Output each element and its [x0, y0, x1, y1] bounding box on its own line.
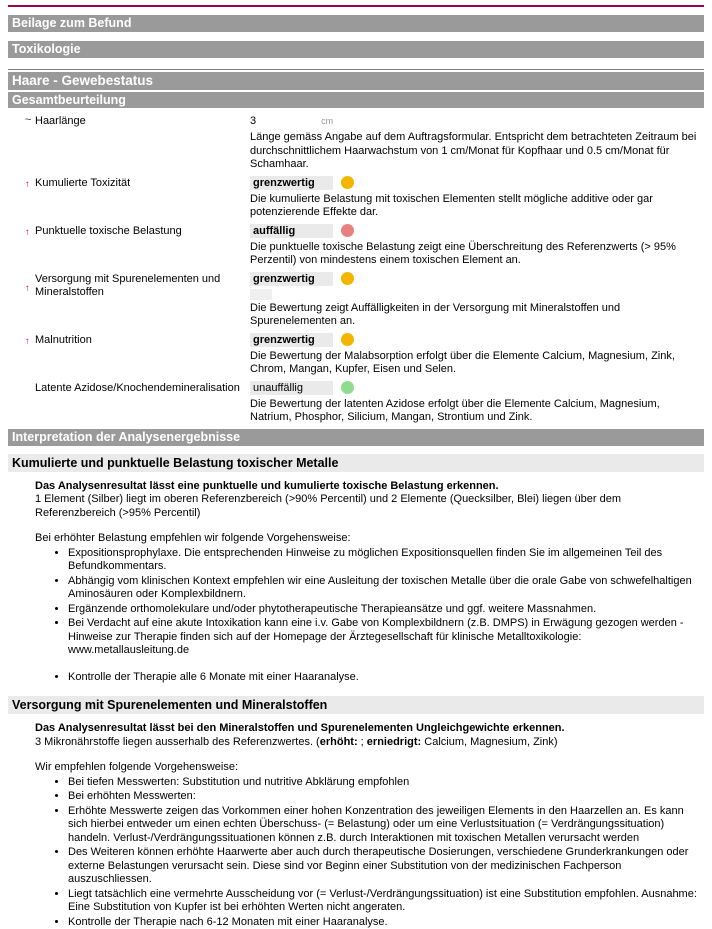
row-value-line — [250, 271, 704, 287]
intro-text-segment: erniedrigt: — [367, 736, 421, 748]
status-indicator-dot — [341, 333, 354, 346]
row-unit: cm — [321, 116, 333, 126]
recommendation-item: • Expositionsprophylaxe. Die entsprechenden Hinweise zu möglichen Expositionsquellen finden Sie im allgemeinen Teil des Befundkommentars. — [68, 547, 702, 574]
section-divider — [8, 69, 704, 70]
recommendation-item: • Bei tiefen Messwerten: Substitution und nutritive Abklärung empfohlen — [68, 776, 702, 790]
row-value: 3 — [250, 115, 256, 127]
row-value-line — [250, 223, 704, 239]
assessment-row — [8, 332, 704, 377]
row-value: unauffällig — [250, 381, 333, 395]
assessment-row — [8, 271, 704, 329]
subsection-body — [8, 722, 704, 929]
tissue-status-title: Haare - Gewebestatus — [12, 73, 153, 88]
overall-assessment-title: Gesamtbeurteilung — [12, 93, 126, 107]
assessment-row — [8, 113, 704, 172]
assessment-table — [8, 113, 704, 425]
row-value-line — [250, 332, 704, 348]
recommendation-item: • Abhängig vom klinischen Kontext empfehlen wir eine Ausleitung der toxischen Metalle über die orale Gabe von schwefelhaltigen Aminosäuren oder Komplexbildnern. — [68, 575, 702, 602]
section-bar-toxikologie — [8, 41, 704, 58]
row-value: grenzwertig — [250, 333, 333, 347]
subsection-intro-line — [35, 736, 702, 750]
interpretation-subsection — [8, 696, 704, 929]
recommendations-list — [35, 776, 702, 929]
subsection-intro-line — [35, 493, 702, 520]
row-value-column — [250, 175, 704, 220]
recommendations-lead: Bei erhöhter Belastung empfehlen wir folgende Vorgehensweise: — [35, 532, 702, 546]
row-value-column — [250, 271, 704, 329]
arrow-up-icon: ↑ — [25, 227, 35, 239]
status-indicator-dot — [341, 224, 354, 237]
row-description: Die Bewertung der latenten Azidose erfolgt über die Elemente Calcium, Magnesium, Natrium, Phosphor, Silicium, Mangan, Strontium und Zink. — [250, 398, 697, 425]
arrow-up-icon: ↑ — [25, 179, 35, 191]
row-value-column — [250, 113, 704, 172]
section-bar-haare-gewebestatus — [8, 72, 704, 90]
row-value-column — [250, 380, 704, 425]
intro-text-segment: 3 Mikronährstoffe liegen ausserhalb des Referenzwertes. ( — [35, 736, 320, 748]
row-label: Kumulierte Toxizität — [35, 175, 250, 220]
status-indicator-dot — [341, 176, 354, 189]
row-value-line — [250, 175, 704, 191]
assessment-row — [8, 175, 704, 220]
report-category: Toxikologie — [12, 42, 81, 56]
row-label: Latente Azidose/Knochendemineralisation — [35, 380, 250, 425]
recommendations-lead: Wir empfehlen folgende Vorgehensweise: — [35, 761, 702, 775]
arrow-up-icon: ↑ — [25, 283, 35, 295]
row-value-line — [250, 113, 704, 129]
row-value-pad — [250, 289, 272, 300]
row-description: Die kumulierte Belastung mit toxischen Elementen stellt mögliche additive oder gar potenzierende Effekte dar. — [250, 193, 697, 220]
row-label: Haarlänge — [35, 113, 250, 172]
recommendations-list — [35, 547, 702, 685]
row-label: Malnutrition — [35, 332, 250, 377]
arrow-up-icon: ↑ — [25, 336, 35, 348]
section-bar-gesamtbeurteilung — [8, 92, 704, 108]
subsection-heading: Kumulierte und punktuelle Belastung toxischer Metalle — [8, 454, 704, 472]
recommendation-item: • Kontrolle der Therapie alle 6 Monate mit einer Haaranalyse. — [68, 671, 702, 685]
recommendation-item: • Ergänzende orthomolekulare und/oder phytotherapeutische Therapieansätze und ggf. weitere Massnahmen. — [68, 603, 702, 617]
row-label: Versorgung mit Spurenelementen und Mineralstoffen — [35, 271, 250, 329]
row-value-column — [250, 332, 704, 377]
tilde-icon: ~ — [25, 114, 35, 126]
recommendation-item: • Kontrolle der Therapie nach 6-12 Monaten mit einer Haaranalyse. — [68, 916, 702, 929]
row-description: Länge gemäss Angabe auf dem Auftragsformular. Entspricht dem betrachteten Zeitraum bei durchschnittlichem Haarwachstum von 1 cm/Monat für Kopfhaar und 0.5 cm/Monat für Schamhaar. — [250, 131, 697, 172]
interpretation-title: Interpretation der Analysenergebnisse — [12, 430, 240, 444]
recommendation-item: • Des Weiteren können erhöhte Haarwerte aber auch durch therapeutische Dosierungen, verschiedene Grunderkrankungen oder externe Belastungen verursacht sein. Diese sind vor Beginn einer Substitution von der medizinischen Fachperson auszuschliessen. — [68, 846, 702, 887]
report-title: Beilage zum Befund — [12, 16, 131, 30]
row-value: grenzwertig — [250, 176, 333, 190]
subsection-body — [8, 480, 704, 685]
subsection-heading: Versorgung mit Spurenelementen und Mineralstoffen — [8, 696, 704, 714]
intro-text-segment: ; — [358, 736, 367, 748]
intro-text-segment: Calcium, Magnesium, Zink) — [421, 736, 557, 748]
recommendation-item: • Bei erhöhten Messwerten: — [68, 790, 702, 804]
intro-text-segment: 1 Element (Silber) liegt im oberen Referenzbereich (>90% Percentil) und 2 Elemente (Quecksilber, Blei) liegen über dem Referenzbereich (>95% Percentil) — [35, 493, 621, 519]
row-value-line — [250, 380, 704, 396]
recommendation-item: • Erhöhte Messwerte zeigen das Vorkommen einer hohen Konzentration des jeweiligen Elements in den Haarzellen an. Es kann sich hierbei entweder um einen echten Überschuss- (= Belastung) oder um eine Verlustsituation (= Verdrängungssituation) handeln. Verlust-/Verdrängungssituationen können z.B. durch Interaktionen mit toxischen Metallen verursacht werden — [68, 805, 702, 846]
row-label: Punktuelle toxische Belastung — [35, 223, 250, 268]
section-bar-interpretation — [8, 429, 704, 446]
status-indicator-dot — [341, 272, 354, 285]
row-value-column — [250, 223, 704, 268]
subsection-intro-bold: Das Analysenresultat lässt bei den Mineralstoffen und Spurenelementen Ungleichgewichte erkennen. — [35, 722, 702, 736]
recommendation-item: • Liegt tatsächlich eine vermehrte Ausscheidung vor (= Verlust-/Verdrängungssituation) ist eine Substitution empfohlen. Ausnahme: Eine Substitution von Kupfer ist bei erhöhten Werten nicht angeraten. — [68, 888, 702, 915]
interpretation-subsection — [8, 454, 704, 685]
subsection-intro-bold: Das Analysenresultat lässt eine punktuelle und kumulierte toxische Belastung erkennen. — [35, 480, 702, 494]
assessment-row — [8, 223, 704, 268]
status-indicator-dot — [341, 381, 354, 394]
interpretation-sections — [8, 454, 704, 929]
row-description: Die punktuelle toxische Belastung zeigt eine Überschreitung des Referenzwerts (> 95% Perzentil) von mindestens einem toxischen Element an. — [250, 241, 697, 268]
row-value: grenzwertig — [250, 272, 333, 286]
section-bar-beilage — [8, 15, 704, 32]
intro-text-segment: erhöht: — [320, 736, 358, 748]
top-divider — [8, 5, 704, 7]
assessment-row — [8, 380, 704, 425]
recommendation-item: • Bei Verdacht auf eine akute Intoxikation kann eine i.v. Gabe von Komplexbildnern (z.B. DMPS) in Erwägung gezogen werden - Hinweise zur Therapie finden sich auf der Homepage der Ärztegesellschaft für klinische Metalltoxikologie: www.metallausleitung.de — [68, 617, 702, 658]
row-description: Die Bewertung zeigt Auffälligkeiten in der Versorgung mit Mineralstoffen und Spurenelementen an. — [250, 302, 697, 329]
row-description: Die Bewertung der Malabsorption erfolgt über die Elemente Calcium, Magnesium, Zink, Chrom, Mangan, Kupfer, Eisen und Selen. — [250, 350, 697, 377]
row-value: auffällig — [250, 224, 333, 238]
